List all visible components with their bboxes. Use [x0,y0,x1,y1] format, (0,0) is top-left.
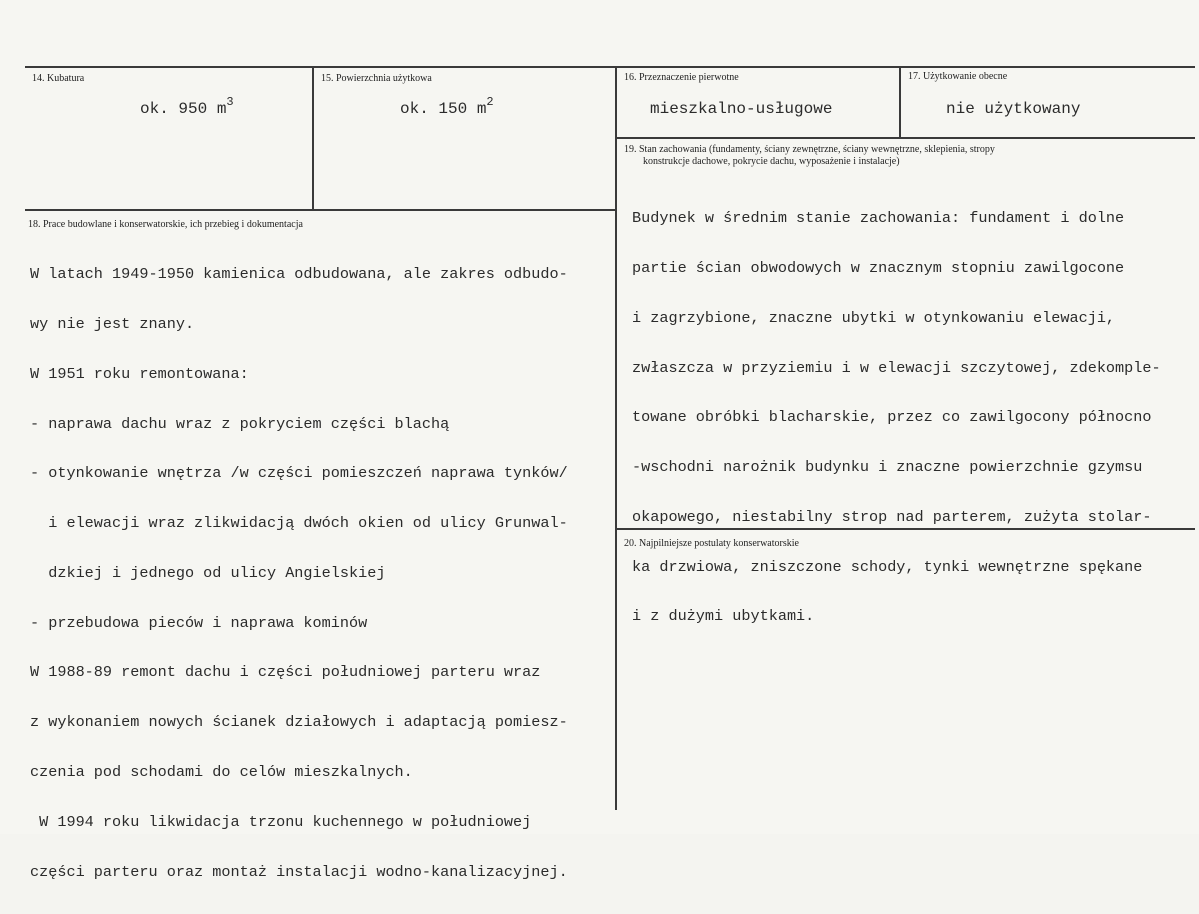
stan-line: okapowego, niestabilny strop nad parterem, zużyta stolar- [632,507,1152,526]
stan-zachowania-text [632,177,1161,658]
divider-14-15 [312,66,314,210]
stan-line: ka drzwiowa, zniszczone schody, tynki wewnętrzne spękane [632,557,1143,576]
prace-line: czenia pod schodami do celów mieszkalnych. [30,763,413,781]
powierzchnia-value [400,95,494,118]
prace-line: - otynkowanie wnętrza /w części pomieszczeń naprawa tynków/ [30,464,568,483]
divider-16-17 [899,66,901,138]
prace-line: części parteru oraz montaż instalacji wodno-kanalizacyjnej. [30,862,568,881]
stan-line: i z dużymi ubytkami. [632,607,815,626]
top-rule [25,66,1195,68]
stan-line: -wschodni narożnik budynku i znaczne powierzchnie gzymsu [632,458,1143,477]
kubatura-value-text: ok. 950 m [140,100,227,118]
przeznaczenie-label: 16. Przeznaczenie pierwotne [624,72,739,83]
stan-line: partie ścian obwodowych w znacznym stopniu zawilgocone [632,258,1125,277]
prace-budowlane-label: 18. Prace budowlane i konserwatorskie, ich przebieg i dokumentacja [28,219,303,230]
kubatura-value [140,95,234,118]
rule-under-16-17 [617,137,1195,139]
rule-under-14-15 [25,209,617,211]
prace-line: - przebudowa pieców i naprawa kominów [30,613,368,632]
prace-line: W 1988-89 remont dachu i części południowej parteru wraz [30,663,541,682]
powierzchnia-value-text: ok. 150 m [400,100,487,118]
stan-line: Budynek w średnim stanie zachowania: fundament i dolne [632,209,1125,228]
stan-zachowania-label-2: konstrukcje dachowe, pokrycie dachu, wyposażenie i instalacje) [643,156,900,167]
kubatura-label: 14. Kubatura [32,73,85,84]
powierzchnia-label: 15. Powierzchnia użytkowa [321,73,432,84]
prace-line: - naprawa dachu wraz z pokryciem części blachą [30,414,450,433]
prace-line: dzkiej i jednego od ulicy Angielskiej [30,563,386,582]
prace-line: wy nie jest znany. [30,314,195,333]
uzytkowanie-label: 17. Użytkowanie obecne [908,71,1008,82]
center-divider [615,66,617,810]
prace-line: z wykonaniem nowych ścianek działowych i adaptacją pomiesz- [30,713,568,732]
postulaty-label: 20. Najpilniejsze postulaty konserwatorskie [624,538,799,549]
stan-line: zwłaszcza w przyziemiu i w elewacji szczytowej, zdekomple- [632,358,1161,377]
kubatura-exponent: 3 [226,95,234,109]
prace-budowlane-text [30,233,568,913]
powierzchnia-exponent: 2 [486,95,494,109]
prace-line: i elewacji wraz zlikwidacją dwóch okien od ulicy Grunwal- [30,514,568,533]
stan-line: towane obróbki blacharskie, przez co zawilgocony północno [632,408,1152,427]
stan-line: i zagrzybione, znaczne ubytki w otynkowaniu elewacji, [632,308,1116,327]
prace-line: W 1951 roku remontowana: [30,364,249,383]
prace-line: W latach 1949-1950 kamienica odbudowana, ale zakres odbudo- [30,265,568,284]
uzytkowanie-value: nie użytkowany [946,100,1081,118]
przeznaczenie-value: mieszkalno-usługowe [650,100,833,118]
prace-line: W 1994 roku likwidacja trzonu kuchennego w południowej [30,812,532,831]
stan-zachowania-label-1: 19. Stan zachowania (fundamenty, ściany zewnętrzne, ściany wewnętrzne, sklepienia, stropy [624,144,995,155]
